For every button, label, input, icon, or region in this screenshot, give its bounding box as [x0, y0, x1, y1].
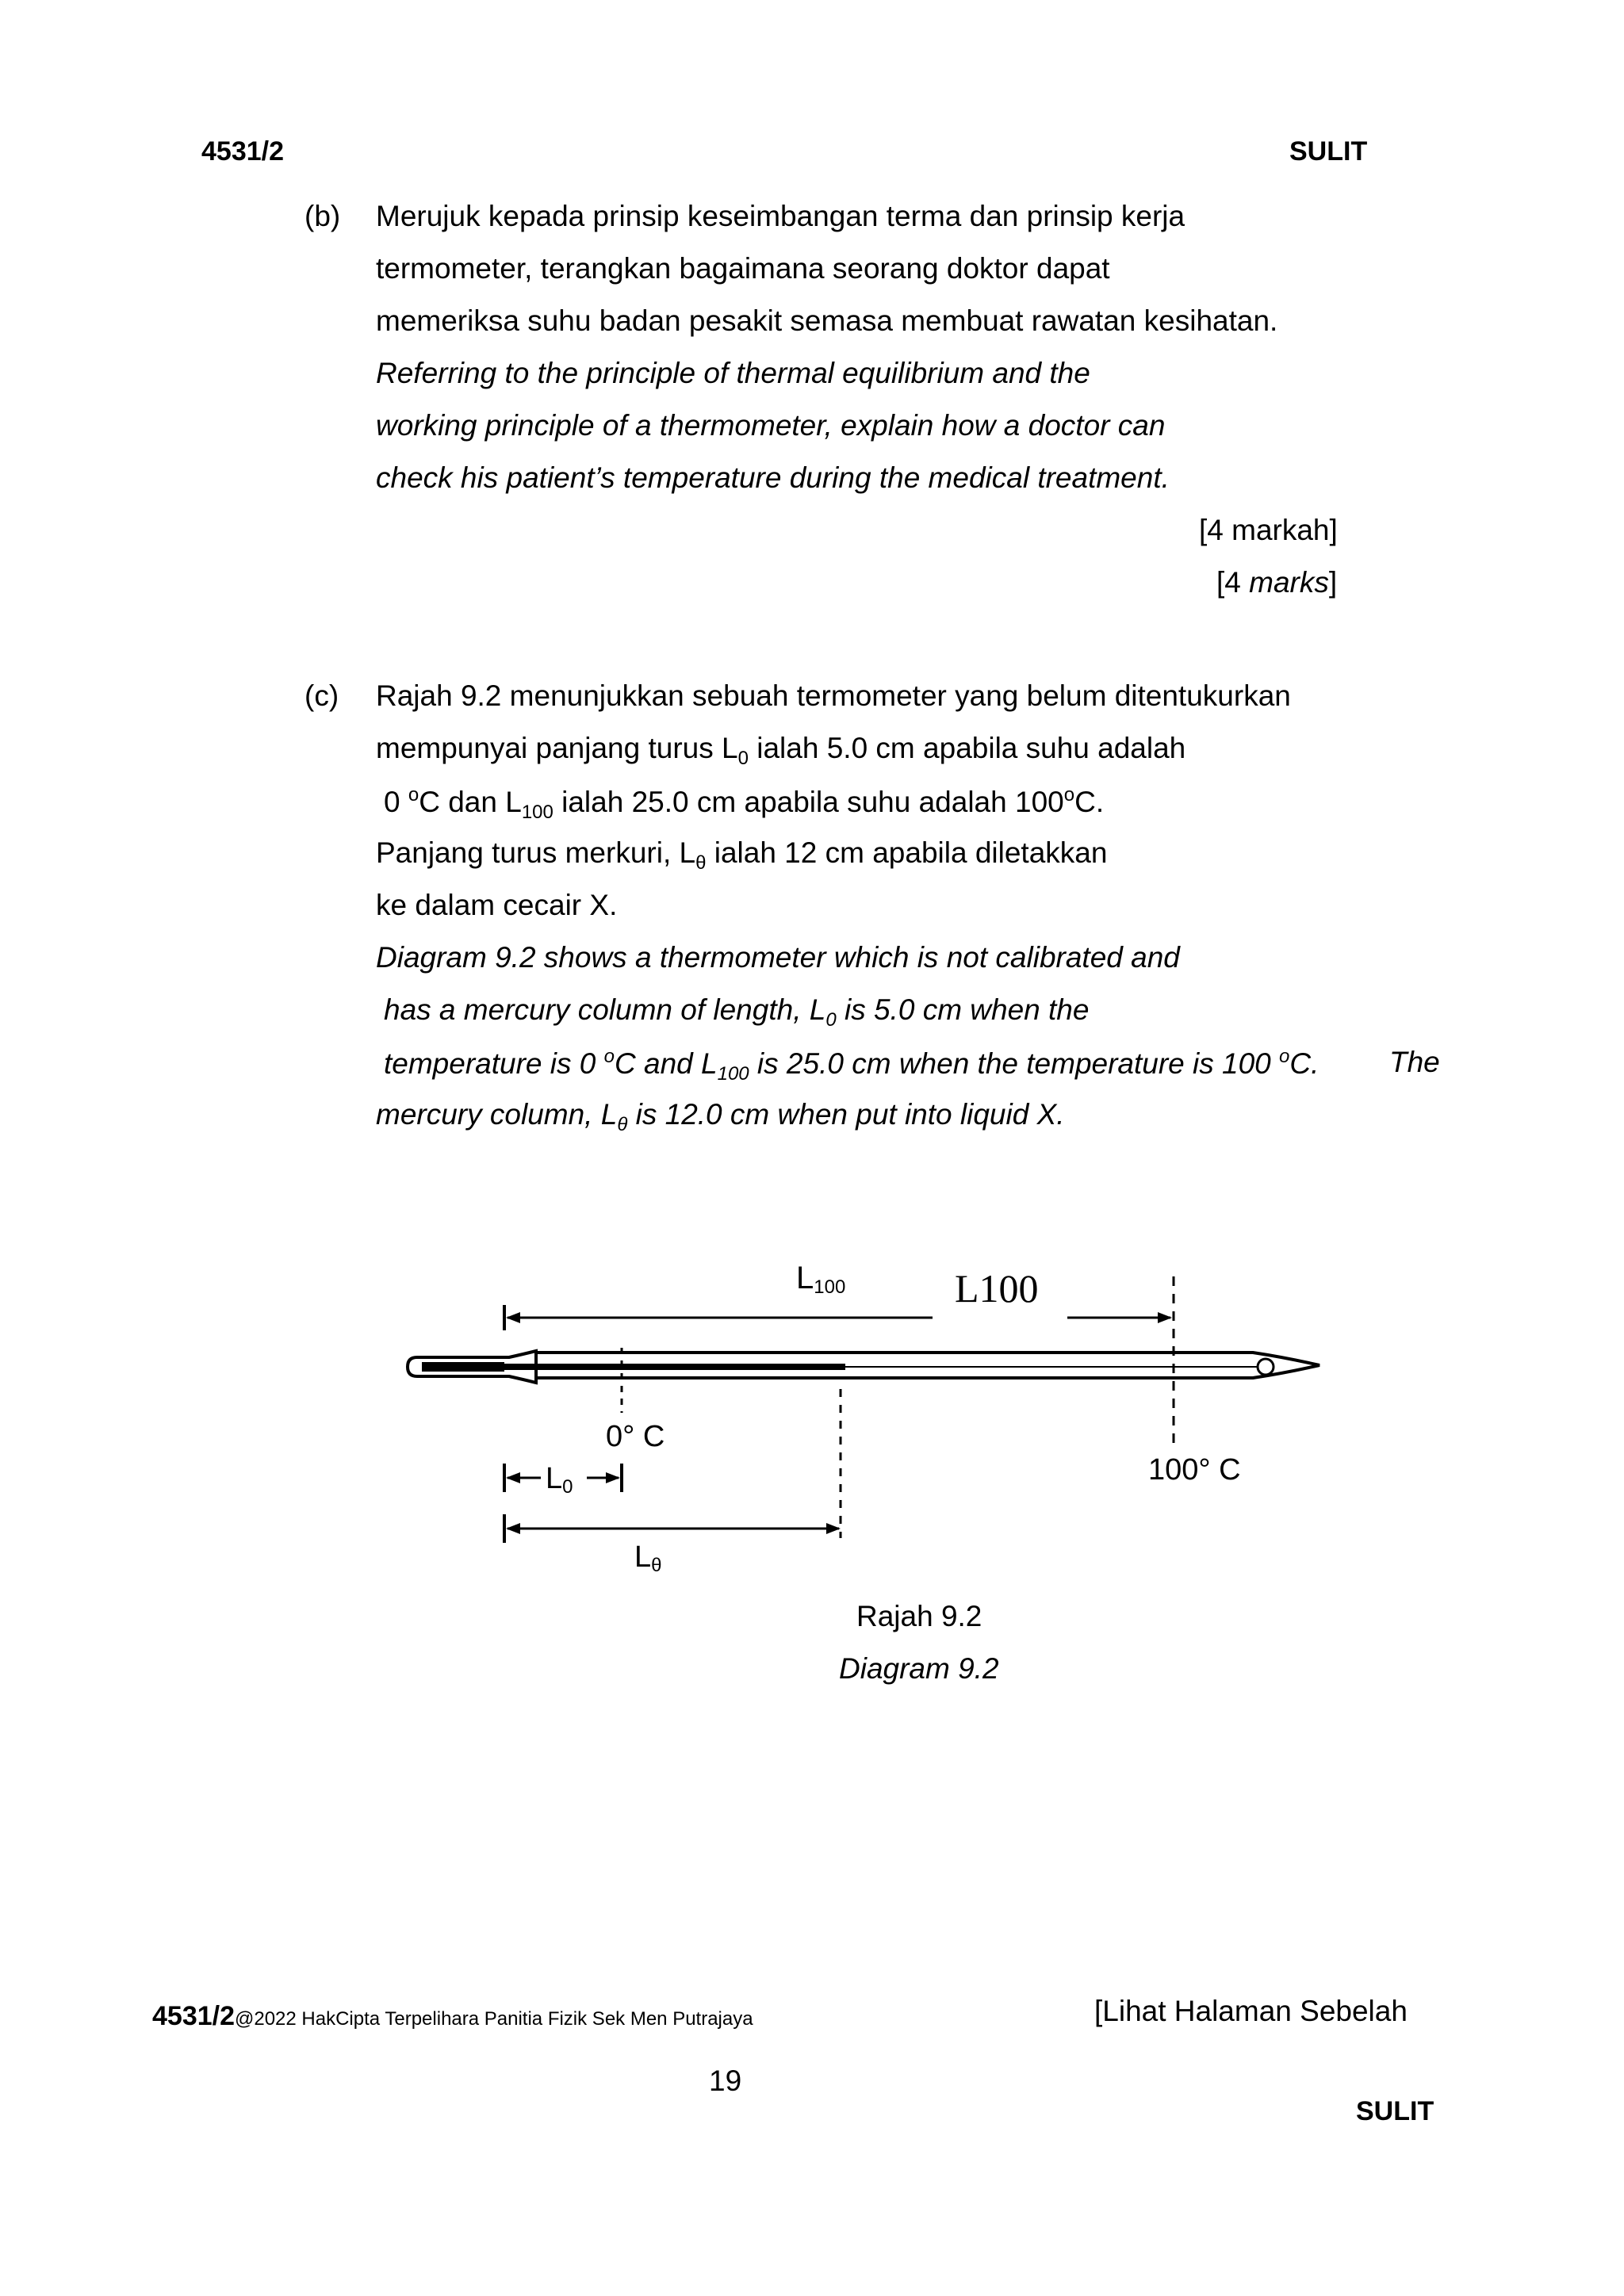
l100-small-label: L100: [796, 1261, 846, 1298]
caption-malay: Rajah 9.2: [856, 1600, 982, 1632]
l0-label: L0: [546, 1462, 573, 1498]
part-c-malay-line-3: 0 $^o$C dan $L_{100}$ ialah 25.0 cm apabila suhu adalah 100$^o$C.: [384, 784, 1105, 823]
part-c-malay-line-1: Rajah 9.2 menunjukkan sebuah termometer yang belum ditentukurkan: [376, 679, 1291, 712]
part-c-malay-line-2: mempunyai panjang turus $L_0$ ialah 5.0 cm apabila suhu adalah: [376, 732, 1186, 769]
header-classification: SULIT: [1289, 136, 1368, 166]
ltheta-label: Lθ: [634, 1540, 662, 1576]
l100-dimension: [504, 1261, 1170, 1330]
part-b-malay-line-1: Merujuk kepada prinsip keseimbangan terma dan prinsip kerja: [376, 200, 1185, 232]
part-b-label: (b): [304, 200, 341, 232]
zero-degree-label: 0° C: [606, 1420, 665, 1453]
part-b-marks-malay: [4 markah]: [1199, 514, 1338, 546]
l0-dimension: [504, 1462, 622, 1498]
part-b-malay-line-2: termometer, terangkan bagaimana seorang doktor dapat: [376, 252, 1110, 285]
part-b-english-line-3: check his patient’s temperature during the medical treatment.: [376, 461, 1170, 494]
part-b-marks-english: [4 marks]: [1216, 566, 1338, 599]
ltheta-dimension: [504, 1514, 839, 1576]
part-b-english-line-1: Referring to the principle of thermal equilibrium and the: [376, 357, 1090, 389]
part-c-english-line-3-tail: The: [1389, 1046, 1440, 1078]
part-c-malay-line-4: Panjang turus merkuri, $L_\theta$ ialah 12 cm apabila diletakkan: [376, 836, 1108, 874]
page-number: 19: [709, 2064, 742, 2097]
part-b-english-line-2: working principle of a thermometer, explain how a doctor can: [376, 409, 1166, 442]
part-c-english-line-4: mercury column, $L_\theta$ is 12.0 cm when put into liquid X.: [376, 1098, 1065, 1135]
part-c-label: (c): [304, 679, 339, 712]
part-c-english-line-3: temperature is 0 $^o$C and $L_{100}$ is 25.0 cm when the temperature is 100 $^o$C.: [384, 1046, 1320, 1085]
header-code: 4531/2: [201, 136, 284, 166]
part-c-english-line-2: has a mercury column of length, $L_0$ is 5.0 cm when the: [384, 993, 1090, 1031]
footer-next-page: [Lihat Halaman Sebelah: [1094, 1995, 1408, 2027]
footer-classification: SULIT: [1356, 2096, 1434, 2126]
part-c-english-line-1: Diagram 9.2 shows a thermometer which is not calibrated and: [376, 941, 1180, 974]
mercury-bulb-fill: [422, 1362, 504, 1372]
capillary-end: [1258, 1359, 1274, 1375]
caption-english: Diagram 9.2: [839, 1652, 999, 1685]
thermometer-diagram: [396, 1237, 1348, 1586]
thermometer: [408, 1351, 1320, 1383]
l100-large-label: L100: [955, 1266, 1039, 1311]
part-c-malay-line-5: ke dalam cecair X.: [376, 889, 618, 921]
part-b-malay-line-3: memeriksa suhu badan pesakit semasa membuat rawatan kesihatan.: [376, 304, 1278, 337]
footer-copyright: 4531/2@2022 HakCipta Terpelihara Panitia Fizik Sek Men Putrajaya: [152, 2001, 753, 2031]
hundred-degree-label: 100° C: [1148, 1453, 1241, 1487]
